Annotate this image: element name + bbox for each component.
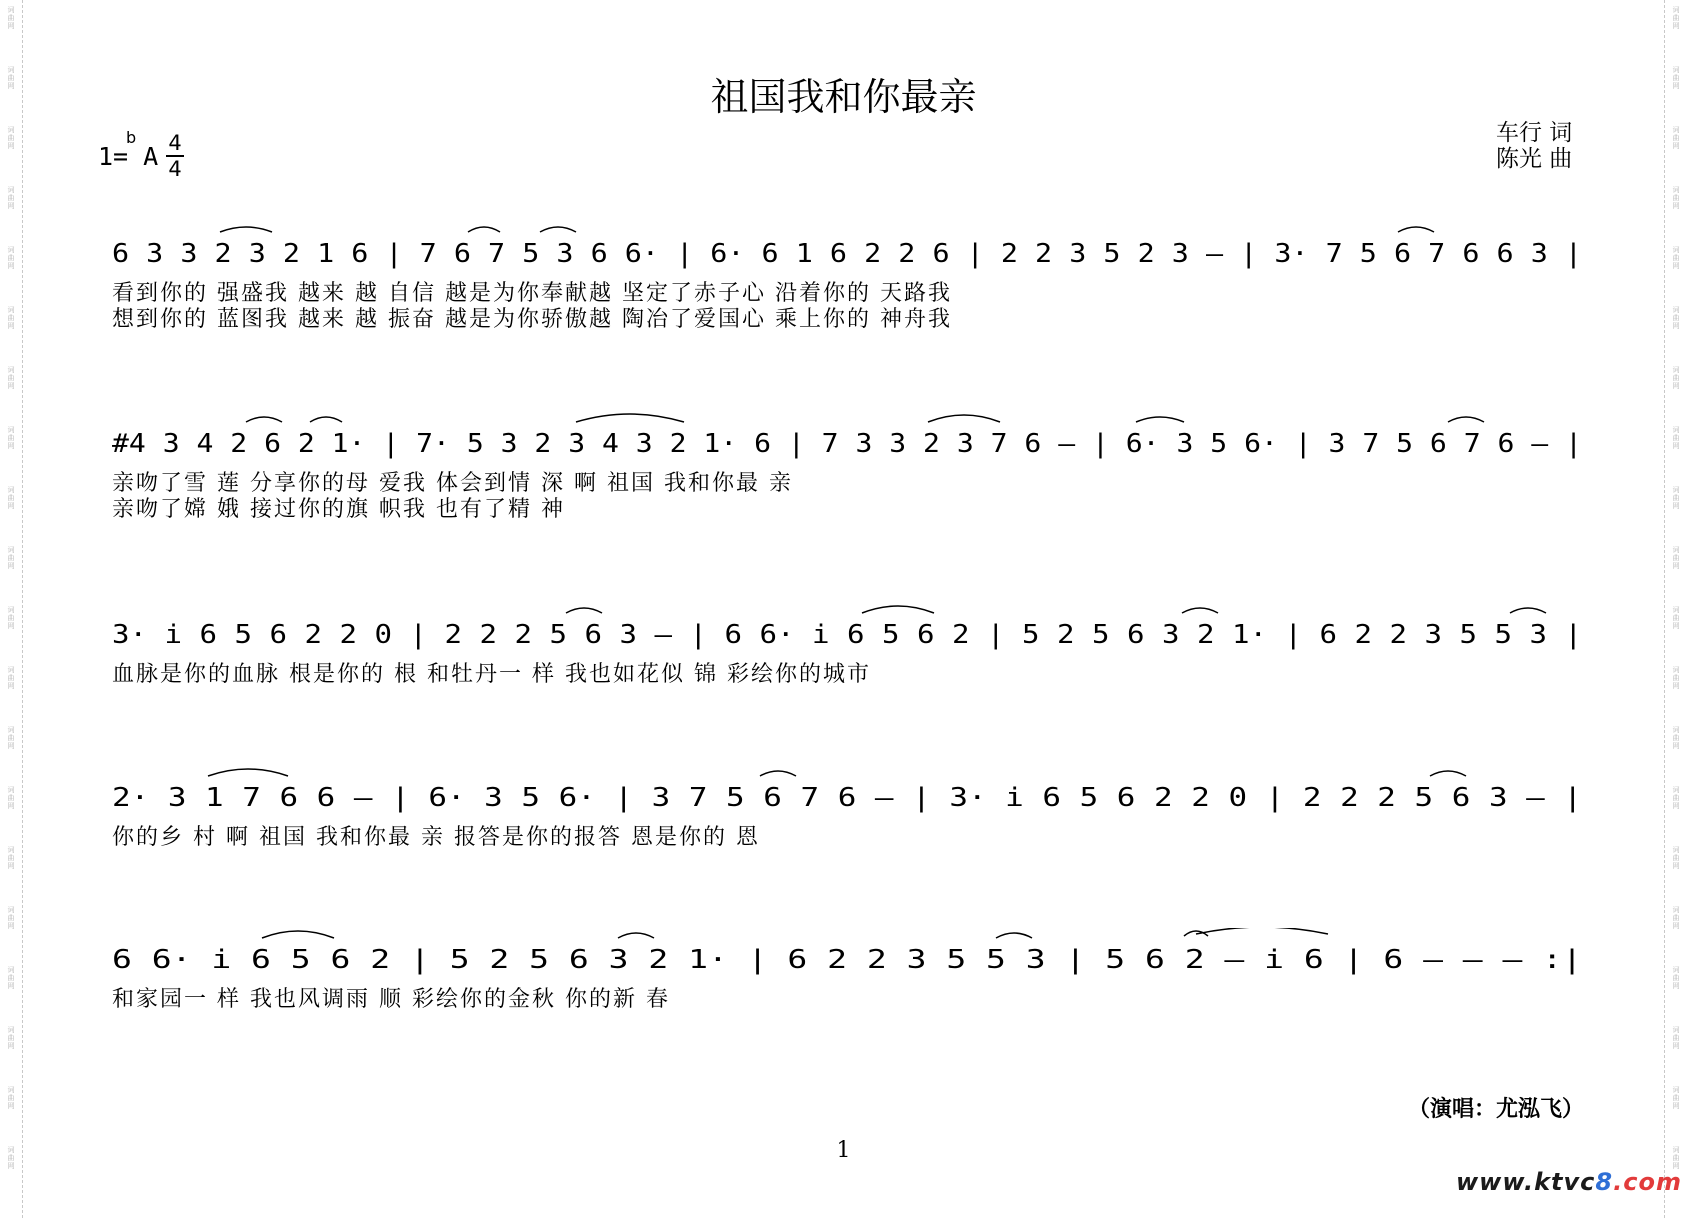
watermark-mark: 词曲网: [7, 366, 15, 390]
notation-row-3: [0, 603, 1687, 663]
website-part-3: .com: [1613, 1168, 1682, 1196]
watermark-mark: 词曲网: [7, 126, 15, 150]
lyric-line-1: 你的乡 村 啊 祖国 我和你最 亲 报答是你的报答 恩是你的 恩: [112, 825, 760, 850]
watermark-mark: 词曲网: [1672, 966, 1680, 990]
notation-text: 6 3 3 2 3 2 1 6 | 7 6 7 5 3 6 6· | 6· 6 1 6 2 2 6 | 2 2 3 5 2 3 – | 3· 7 5 6 7 6 6 3 |: [112, 239, 1582, 269]
website-logo: [1456, 1168, 1682, 1196]
watermark-mark: 词曲网: [7, 1146, 15, 1170]
page-number: 1: [836, 1138, 851, 1163]
watermark-mark: 词曲网: [1672, 186, 1680, 210]
watermark-mark: 词曲网: [1672, 726, 1680, 750]
watermark-mark: 词曲网: [7, 306, 15, 330]
lyric-line-1: 亲吻了雪 莲 分享你的母 爱我 体会到情 深 啊 祖国 我和你最 亲: [112, 471, 793, 496]
watermark-mark: 词曲网: [7, 666, 15, 690]
composer-credit: 陈光 曲: [1496, 146, 1573, 172]
time-signature-top: 4: [168, 131, 182, 155]
watermark-mark: 词曲网: [7, 486, 15, 510]
score-row-4: [0, 766, 1687, 856]
watermark-mark: 词曲网: [7, 66, 15, 90]
time-signature: [166, 132, 184, 180]
score-row-3: [0, 603, 1687, 693]
notation-row-5: [0, 928, 1687, 988]
website-part-2: 8: [1595, 1168, 1614, 1196]
score-row-1: [0, 222, 1687, 332]
watermark-mark: 词曲网: [7, 846, 15, 870]
watermark-mark: 词曲网: [1672, 546, 1680, 570]
notation-row-2: [0, 412, 1687, 472]
watermark-mark: 词曲网: [1672, 786, 1680, 810]
lyric-line-1: 和家园一 样 我也风调雨 顺 彩绘你的金秋 你的新 春: [112, 987, 670, 1012]
watermark-mark: 词曲网: [7, 786, 15, 810]
lyric-line-1: 血脉是你的血脉 根是你的 根 和牡丹一 样 我也如花似 锦 彩绘你的城市: [112, 662, 871, 687]
lyric-line-2: 亲吻了嫦 娥 接过你的旗 帜我 也有了精 神: [112, 497, 565, 522]
watermark-mark: 词曲网: [1672, 246, 1680, 270]
watermark-mark: 词曲网: [1672, 1026, 1680, 1050]
watermark-mark: 词曲网: [7, 606, 15, 630]
watermark-mark: 词曲网: [7, 6, 15, 30]
watermark-mark: 词曲网: [1672, 6, 1680, 30]
notation-text: 3· i 6 5 6 2 2 0 | 2 2 2 5 6 3 – | 6 6· i 6 5 6 2 | 5 2 5 6 3 2 1· | 6 2 2 3 5 5 3 |: [112, 620, 1582, 650]
credits: [1496, 120, 1572, 172]
watermark-mark: 词曲网: [7, 186, 15, 210]
watermark-mark: 词曲网: [1672, 606, 1680, 630]
song-title: 祖国我和你最亲: [710, 75, 977, 119]
watermark-mark: 词曲网: [7, 906, 15, 930]
watermark-mark: 词曲网: [7, 246, 15, 270]
notation-row-4: [0, 766, 1687, 826]
watermark-mark: 词曲网: [1672, 66, 1680, 90]
watermark-mark: 词曲网: [7, 546, 15, 570]
watermark-mark: 词曲网: [7, 726, 15, 750]
time-signature-bottom: 4: [168, 157, 182, 181]
notation-text: #4 3 4 2 6 2 1· | 7· 5 3 2 3 4 3 2 1· 6 | 7 3 3 2 3 7 6 – | 6· 3 5 6· | 3 7 5 6 7 6 – |: [112, 429, 1582, 459]
watermark-mark: 词曲网: [7, 1026, 15, 1050]
score-row-2: [0, 412, 1687, 522]
watermark-mark: 词曲网: [1672, 366, 1680, 390]
watermark-mark: 词曲网: [1672, 126, 1680, 150]
notation-text: 6 6· i 6 5 6 2 | 5 2 5 6 3 2 1· | 6 2 2 3 5 5 3 | 5 6 2 – i 6 | 6 – – – :|: [112, 945, 1582, 975]
watermark-mark: 词曲网: [1672, 906, 1680, 930]
watermark-mark: 词曲网: [1672, 426, 1680, 450]
website-part-1: www.ktvc: [1456, 1168, 1596, 1196]
watermark-mark: 词曲网: [7, 966, 15, 990]
watermark-mark: 词曲网: [7, 1086, 15, 1110]
notation-row-1: [0, 222, 1687, 282]
watermark-mark: 词曲网: [7, 426, 15, 450]
lyric-line-2: 想到你的 蓝图我 越来 越 振奋 越是为你骄傲越 陶冶了爱国心 乘上你的 神舟我: [112, 307, 952, 332]
score-row-5: [0, 928, 1687, 1018]
lyricist-credit: 车行 词: [1496, 120, 1573, 146]
watermark-mark: 词曲网: [1672, 666, 1680, 690]
watermark-mark: 词曲网: [1672, 1146, 1680, 1170]
singer-credit: （演唱：尤泓飞）: [1408, 1097, 1585, 1122]
flat-sign: b: [126, 128, 137, 147]
watermark-mark: 词曲网: [1672, 1086, 1680, 1110]
key-prefix: 1= A: [98, 142, 159, 171]
lyric-line-1: 看到你的 强盛我 越来 越 自信 越是为你奉献越 坚定了赤子心 沿着你的 天路我: [112, 281, 952, 306]
watermark-mark: 词曲网: [1672, 306, 1680, 330]
notation-text: 2· 3 1 7 6 6 – | 6· 3 5 6· | 3 7 5 6 7 6 – | 3· i 6 5 6 2 2 0 | 2 2 2 5 6 3 – |: [112, 783, 1582, 813]
watermark-mark: 词曲网: [1672, 486, 1680, 510]
watermark-mark: 词曲网: [1672, 846, 1680, 870]
